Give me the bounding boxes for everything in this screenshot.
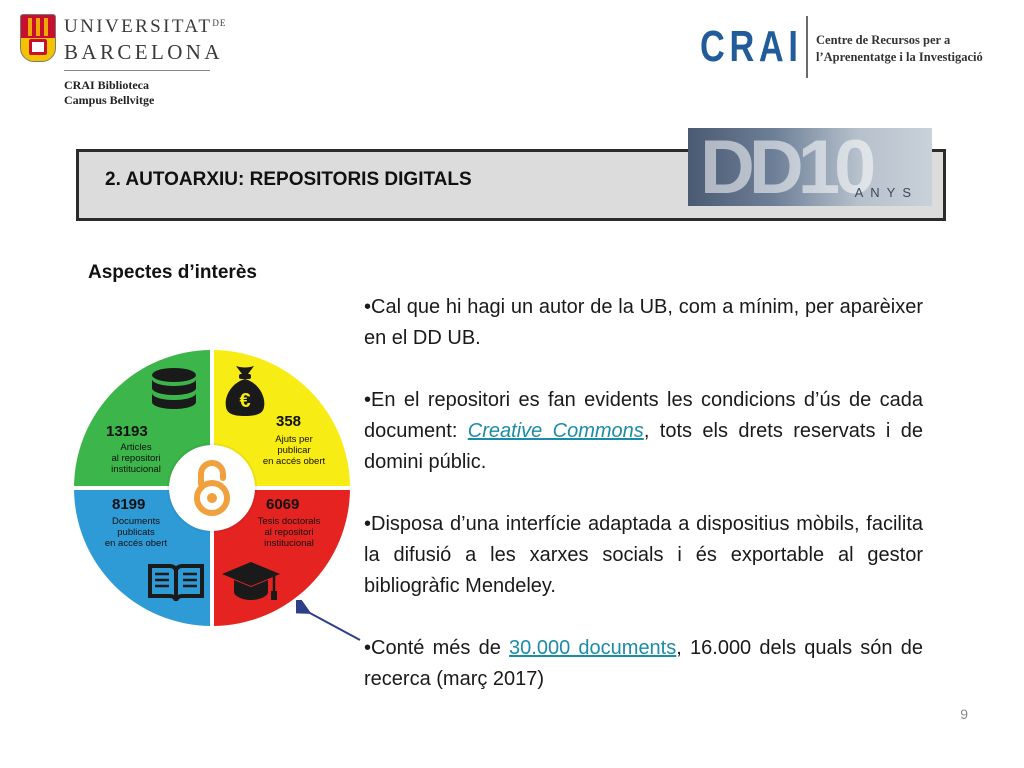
crai-logo	[700, 16, 1016, 80]
caption-line: Documents	[111, 516, 161, 527]
caption-line: al repositori	[264, 527, 314, 538]
stat-grants-number: 358	[276, 413, 302, 430]
documents-link[interactable]: 30.000 documents	[509, 637, 677, 659]
stat-grants-caption	[256, 434, 332, 467]
crai-subtitle-line1: Centre de Recursos per a	[816, 33, 951, 47]
badge-word: ANYS	[854, 185, 918, 200]
ub-library-label	[64, 78, 154, 108]
stat-documents-caption	[90, 516, 182, 549]
stat-articles-number: 13193	[106, 423, 148, 440]
ub-logo	[18, 12, 227, 112]
database-icon	[148, 366, 200, 418]
svg-text:€: €	[239, 390, 251, 412]
caption-line: Articles	[120, 442, 152, 453]
graduation-cap-icon	[220, 558, 282, 604]
caption-line: Tesis doctorals	[257, 516, 321, 527]
crai-logo-divider	[806, 16, 808, 78]
stat-theses-caption	[244, 516, 334, 549]
dd-10-anys-badge	[688, 128, 932, 206]
ub-name-line1	[64, 16, 226, 38]
slide-title: 2. AUTOARXIU: REPOSITORIS DIGITALS	[105, 169, 472, 190]
caption-line: publicats	[117, 527, 155, 538]
crai-subtitle-line2: l’Aprenentatge i la Investigació	[816, 50, 983, 64]
page-number: 9	[960, 706, 968, 722]
ub-library-line2: Campus Bellvitge	[64, 93, 155, 107]
bullet-item: •Disposa d’una interfície adaptada a dispositius mòbils, facilita la difusió a les xarxes socials i és exportable al gestor bibliogràfic Mendeley.	[364, 513, 923, 597]
money-bag-icon	[222, 362, 268, 418]
caption-line: en accés obert	[104, 538, 168, 549]
caption-line: Ajuts per	[275, 434, 313, 445]
ub-library-line1: CRAI Biblioteca	[64, 78, 149, 92]
section-subtitle: Aspectes d’interès	[88, 262, 257, 283]
crai-acronym: CRAI	[700, 22, 803, 71]
crai-subtitle	[816, 32, 983, 66]
creative-commons-link[interactable]: Creative Commons	[467, 420, 644, 442]
book-icon	[146, 560, 206, 604]
ub-shield-icon	[20, 14, 56, 62]
bullet-item	[364, 385, 923, 478]
bullet-text: •Conté més de	[364, 637, 510, 659]
ub-name-universitat: UNIVERSITAT	[64, 16, 213, 37]
open-access-icon	[187, 458, 237, 518]
bullet-list	[364, 292, 923, 695]
ub-name-de: DE	[212, 18, 227, 28]
bullet-item: •Cal que hi hagi un autor de la UB, com a mínim, per aparèixer en el DD UB.	[364, 296, 923, 349]
bullet-text: , tots els drets reservats i de domini públic.	[364, 420, 923, 473]
caption-line: publicar	[277, 445, 311, 456]
stat-documents-number: 8199	[112, 496, 146, 513]
caption-line: al repositori	[111, 453, 161, 464]
caption-line: institucional	[264, 538, 314, 549]
stat-articles-caption	[98, 442, 174, 475]
caption-line: institucional	[111, 464, 161, 475]
bullet-item	[364, 633, 923, 695]
badge-digits: DD10	[700, 128, 871, 206]
caption-line: en accés obert	[262, 456, 326, 467]
ub-name-line2: BARCELONA	[64, 40, 223, 64]
ub-logo-divider	[64, 70, 210, 71]
bullet-text: •En el repositori es fan evidents les condicions d’ús de cada document:	[364, 389, 923, 442]
pointer-arrow	[296, 600, 368, 648]
stat-theses-number: 6069	[266, 496, 300, 513]
bullet-text: , 16.000 dels quals són de recerca (març 2017)	[364, 637, 924, 690]
stats-infographic	[74, 350, 350, 626]
